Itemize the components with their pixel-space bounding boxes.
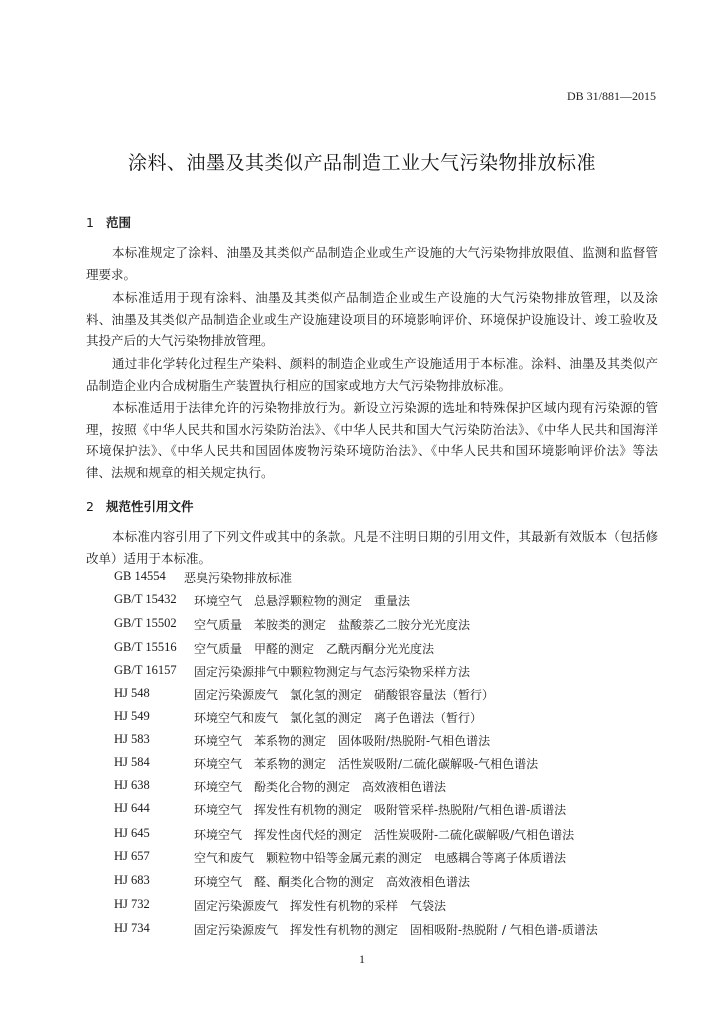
reference-code: HJ 584: [114, 755, 150, 769]
section-1-paragraph-3: 通过非化学转化过程生产染料、颜料的制造企业或生产设施适用于本标准。涂料、油墨及其类似产品制造企业内合成树脂生产装置执行相应的国家或地方大气污染物排放标准。: [86, 356, 658, 393]
section-1-heading: [86, 213, 131, 231]
reference-code: HJ 548: [114, 686, 150, 700]
reference-code: HJ 657: [114, 849, 150, 863]
reference-code: HJ 645: [114, 826, 150, 840]
section-2-number: 2: [86, 499, 94, 514]
reference-title: 环境空气 醛、酮类化合物的测定 高效液相色谱法: [194, 875, 471, 889]
reference-title: 环境空气 苯系物的测定 活性炭吸附/二硫化碳解吸-气相色谱法: [194, 757, 539, 771]
page-number: 1: [359, 952, 365, 966]
reference-title: 空气质量 苯胺类的测定 盐酸萘乙二胺分光光度法: [194, 618, 471, 632]
reference-title: 固定污染源废气 挥发性有机物的采样 气袋法: [194, 899, 447, 913]
reference-title: 恶臭污染物排放标准: [184, 571, 293, 585]
reference-code: GB/T 15516: [114, 640, 177, 654]
reference-title: 环境空气 挥发性有机物的测定 吸附管采样-热脱附/气相色谱-质谱法: [194, 803, 567, 817]
reference-code: HJ 732: [114, 897, 150, 911]
reference-code: HJ 638: [114, 778, 150, 792]
reference-code: GB/T 15432: [114, 592, 177, 606]
standard-code: DB 31/881—2015: [566, 89, 656, 103]
reference-title: 固定污染源废气 挥发性有机物的测定 固相吸附-热脱附 / 气相色谱-质谱法: [194, 923, 598, 937]
reference-code: GB 14554: [114, 569, 166, 583]
reference-code: HJ 734: [114, 921, 150, 935]
section-1-paragraph-1: 本标准规定了涂料、油墨及其类似产品制造企业或生产设施的大气污染物排放限值、监测和监督管理要求。: [86, 245, 658, 282]
section-2-title: 规范性引用文件: [106, 499, 194, 514]
reference-code: HJ 644: [114, 801, 150, 815]
reference-code: GB/T 16157: [114, 663, 177, 677]
reference-title: 固定污染源废气 氯化氢的测定 硝酸银容量法（暂行）: [194, 688, 495, 702]
section-2-heading: [86, 497, 194, 515]
reference-title: 空气和废气 颗粒物中铅等金属元素的测定 电感耦合等离子体质谱法: [194, 851, 567, 865]
reference-title: 环境空气 挥发性卤代烃的测定 活性炭吸附-二硫化碳解吸/气相色谱法: [194, 828, 575, 842]
reference-title: 固定污染源排气中颗粒物测定与气态污染物采样方法: [194, 665, 471, 679]
section-1-paragraph-4: 本标准适用于法律允许的污染物排放行为。新设立污染源的选址和特殊保护区域内现有污染源的管理，按照《中华人民共和国水污染防治法》、《中华人民共和国大气污染防治法》、《中华人民共和国海洋环境保护法》、《中华人民共和国固体废物污染环境防治法》、《中华人民共和国环境影响评价法》等法律、法规和规章的相关规定执行。: [86, 400, 658, 480]
reference-title: 空气质量 甲醛的测定 乙酰丙酮分光光度法: [194, 642, 435, 656]
reference-code: HJ 549: [114, 709, 150, 723]
section-2-intro: 本标准内容引用了下列文件或其中的条款。凡是不注明日期的引用文件，其最新有效版本（包括修改单）适用于本标准。: [86, 529, 658, 566]
section-1-title: 范围: [106, 215, 132, 230]
section-1-number: 1: [86, 215, 94, 230]
document-title: 涂料、油墨及其类似产品制造工业大气污染物排放标准: [127, 152, 596, 174]
reference-title: 环境空气 苯系物的测定 固体吸附/热脱附-气相色谱法: [194, 734, 491, 748]
reference-title: 环境空气和废气 氯化氢的测定 离子色谱法（暂行）: [194, 711, 483, 725]
reference-code: HJ 683: [114, 873, 150, 887]
reference-code: GB/T 15502: [114, 616, 177, 630]
reference-code: HJ 583: [114, 732, 150, 746]
reference-title: 环境空气 总悬浮颗粒物的测定 重量法: [194, 594, 411, 608]
reference-title: 环境空气 酚类化合物的测定 高效液相色谱法: [194, 780, 447, 794]
section-1-paragraph-2: 本标准适用于现有涂料、油墨及其类似产品制造企业或生产设施的大气污染物排放管理，以及涂料、油墨及其类似产品制造企业或生产设施建设项目的环境影响评价、环境保护设施设计、竣工验收及其投产后的大气污染物排放管理。: [86, 290, 658, 348]
